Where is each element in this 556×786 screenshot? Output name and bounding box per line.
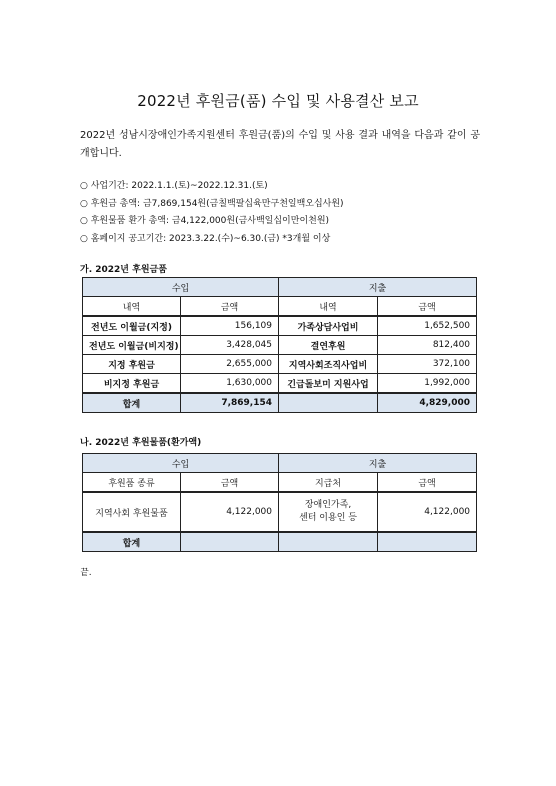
income-amount: 156,109	[181, 316, 279, 336]
income-item: 지정 후원금	[83, 355, 181, 374]
table-row	[83, 492, 477, 532]
goods-total-empty	[279, 532, 378, 552]
income-item: 전년도 이월금(지정)	[83, 316, 181, 336]
goods-recipient-line2: 센터 이용인 등	[299, 513, 357, 523]
total-income: 7,869,154	[181, 393, 279, 413]
goods-income-header: 수입	[83, 454, 279, 473]
col-goods-kind: 후원품 종류	[83, 473, 181, 493]
table-row	[83, 316, 477, 336]
expense-item: 가족상담사업비	[279, 316, 378, 336]
expense-item: 결연후원	[279, 336, 378, 355]
col-expense-item: 내역	[279, 297, 378, 317]
page-title: 2022년 후원금(품) 수입 및 사용결산 보고	[137, 92, 419, 110]
end-mark: 끝.	[80, 568, 92, 578]
income-amount: 1,630,000	[181, 374, 279, 394]
expense-amount: 372,100	[378, 355, 477, 374]
intro-paragraph: 2022년 성남시장애인가족지원센터 후원금(품)의 수입 및 사용 결과 내역을 다음과 같이 공개합니다.	[80, 130, 480, 159]
goods-table	[82, 453, 477, 552]
col-income-amount: 금액	[181, 297, 279, 317]
goods-total-expense	[378, 532, 477, 552]
goods-recipient-line1: 장애인가족,	[304, 500, 352, 510]
expense-item: 지역사회조직사업비	[279, 355, 378, 374]
goods-total-label: 합계	[83, 532, 181, 552]
total-row	[83, 393, 477, 413]
summary-notice-period: ○ 홈페이지 공고기간: 2023.3.22.(수)~6.30.(금) *3개월 이상	[80, 233, 331, 244]
goods-income-amount: 4,122,000	[181, 492, 279, 532]
goods-expense-amount: 4,122,000	[378, 492, 477, 532]
income-amount: 2,655,000	[181, 355, 279, 374]
donation-table	[82, 277, 477, 413]
expense-header: 지출	[279, 278, 477, 297]
section1-heading: 가. 2022년 후원금품	[80, 265, 167, 275]
col-expense-amount: 금액	[378, 297, 477, 317]
summary-list	[80, 178, 344, 248]
col-goods-amount: 금액	[181, 473, 279, 493]
goods-recipient	[279, 492, 378, 532]
income-amount: 3,428,045	[181, 336, 279, 355]
total-empty	[279, 393, 378, 413]
goods-expense-header: 지출	[279, 454, 477, 473]
goods-total-income	[181, 532, 279, 552]
expense-amount: 812,400	[378, 336, 477, 355]
expense-item: 긴급돌보미 지원사업	[279, 374, 378, 394]
income-header: 수입	[83, 278, 279, 297]
summary-donation-total: ○ 후원금 총액: 금7,869,154원(금칠백팔십육만구천일백오십사원)	[80, 198, 344, 209]
section2-heading: 나. 2022년 후원물품(환가액)	[80, 438, 202, 448]
table-row	[83, 336, 477, 355]
summary-period: ○ 사업기간: 2022.1.1.(토)~2022.12.31.(토)	[80, 181, 268, 191]
expense-amount: 1,652,500	[378, 316, 477, 336]
expense-amount: 1,992,000	[378, 374, 477, 394]
goods-kind: 지역사회 후원물품	[83, 492, 181, 532]
total-expense: 4,829,000	[378, 393, 477, 413]
total-row	[83, 532, 477, 552]
col-goods-recipient: 지급처	[279, 473, 378, 493]
income-item: 비지정 후원금	[83, 374, 181, 394]
col-goods-amount2: 금액	[378, 473, 477, 493]
income-item: 전년도 이월금(비지정)	[83, 336, 181, 355]
summary-goods-total: ○ 후원물품 환가 총액: 금4,122,000원(금사백일십이만이천원)	[80, 216, 330, 226]
total-label: 합계	[83, 393, 181, 413]
table-row	[83, 374, 477, 394]
table-row	[83, 355, 477, 374]
col-income-item: 내역	[83, 297, 181, 317]
